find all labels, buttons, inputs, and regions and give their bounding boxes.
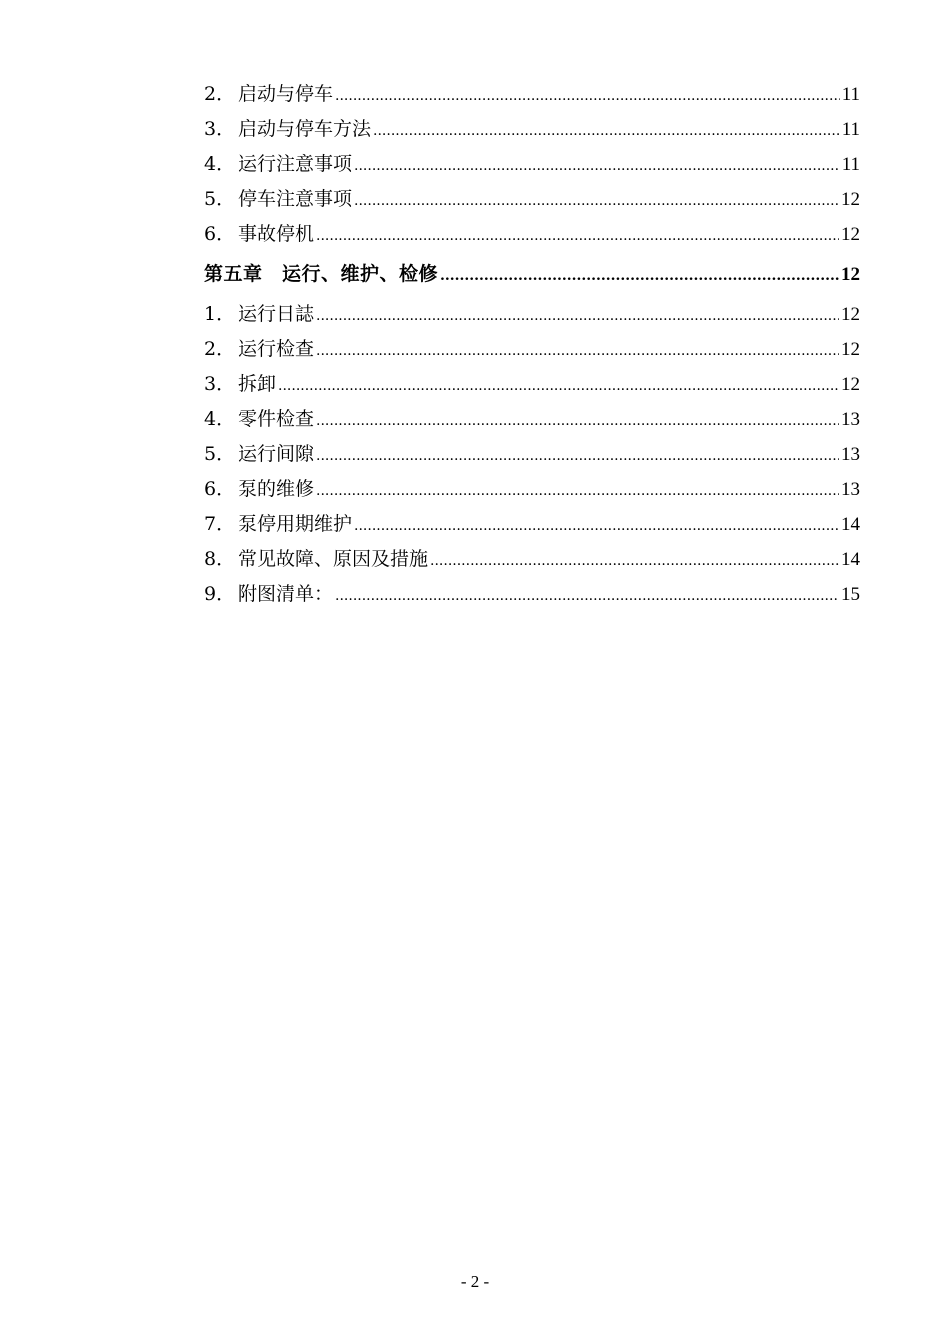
toc-chapter-title (204, 252, 438, 297)
toc-entry-number: 4． (204, 408, 236, 430)
toc-entry-page: 11 (841, 119, 860, 140)
toc-entry-number: 1． (204, 303, 236, 325)
toc-entry-text: 常见故障、原因及措施 (238, 548, 429, 570)
dot-leader (316, 439, 839, 474)
toc-entry-text: 运行间隙 (238, 443, 315, 465)
toc-entry-page: 13 (841, 409, 860, 430)
toc-entry-title (204, 437, 314, 472)
toc-entry-number: 6． (204, 478, 236, 500)
toc-entry[interactable] (204, 297, 860, 332)
toc-entry[interactable] (204, 402, 860, 437)
toc-entry[interactable] (204, 437, 860, 472)
toc-entry-text: 运行检查 (238, 338, 315, 360)
toc-entry-title (204, 332, 314, 367)
toc-entry-page: 12 (841, 339, 860, 360)
toc-entry-number: 8． (204, 548, 236, 570)
toc-entry-page: 12 (841, 264, 860, 285)
dot-leader (440, 254, 839, 299)
toc-entry-page: 12 (841, 374, 860, 395)
toc-entry-page: 12 (841, 224, 860, 245)
toc-entry-title (204, 147, 352, 182)
toc-entry-number: 6． (204, 223, 236, 245)
toc-entry[interactable] (204, 217, 860, 252)
toc-entry-text: 拆卸 (238, 373, 277, 395)
toc-entry[interactable] (204, 77, 860, 112)
toc-entry-number: 3． (204, 373, 236, 395)
dot-leader (335, 579, 839, 614)
toc-entry-page: 13 (841, 479, 860, 500)
toc-entry-number: 3． (204, 118, 236, 140)
toc-entry-text: 启动与停车方法 (238, 118, 372, 140)
toc-entry[interactable] (204, 112, 860, 147)
toc-entry-text: 泵停用期维护 (238, 513, 353, 535)
toc-entry-page: 12 (841, 189, 860, 210)
dot-leader (278, 369, 839, 404)
toc-entry[interactable] (204, 182, 860, 217)
toc-entry-number: 7． (204, 513, 236, 535)
toc-entry-title (204, 297, 314, 332)
toc-entry[interactable] (204, 332, 860, 367)
toc-entry-text: 启动与停车 (238, 83, 334, 105)
toc-entry-title (204, 472, 314, 507)
toc-entry-title (204, 182, 352, 217)
toc-entry[interactable] (204, 542, 860, 577)
toc-entry-number: 4． (204, 153, 236, 175)
toc-entry-page: 14 (841, 514, 860, 535)
toc-entry-page: 13 (841, 444, 860, 465)
dot-leader (316, 334, 839, 369)
toc-entry-text: 运行注意事项 (238, 153, 353, 175)
page-number: - 2 - (460, 1272, 490, 1291)
dot-leader (316, 474, 839, 509)
toc-entry-page: 11 (841, 154, 860, 175)
toc-entry[interactable] (204, 147, 860, 182)
dot-leader (354, 149, 840, 184)
toc-entry-number: 2． (204, 338, 236, 360)
toc-chapter-entry[interactable] (204, 252, 860, 297)
toc-entry-title (204, 542, 428, 577)
toc-entry-title (204, 507, 352, 542)
toc-entry-number: 2． (204, 83, 236, 105)
toc-entry-text: 停车注意事项 (238, 188, 353, 210)
toc-entry-title (204, 217, 314, 252)
toc-entry[interactable] (204, 472, 860, 507)
toc-entry-title (204, 367, 276, 402)
toc-entry-number: 5． (204, 443, 236, 465)
toc-entry-page: 14 (841, 549, 860, 570)
toc-entry-title (204, 402, 314, 437)
dot-leader (354, 509, 839, 544)
dot-leader (335, 79, 840, 114)
toc-entry-text: 运行日誌 (238, 303, 315, 325)
table-of-contents (204, 77, 860, 612)
dot-leader (316, 404, 839, 439)
toc-entry-title (204, 112, 371, 147)
toc-entry-page: 11 (841, 84, 860, 105)
toc-entry-page: 15 (841, 584, 860, 605)
dot-leader (354, 184, 839, 219)
toc-entry[interactable] (204, 577, 860, 612)
toc-entry[interactable] (204, 367, 860, 402)
toc-entry-title (204, 577, 333, 612)
toc-chapter-text: 第五章 运行、维护、检修 (204, 263, 439, 285)
toc-entry-page: 12 (841, 304, 860, 325)
dot-leader (316, 219, 839, 254)
toc-entry-text: 事故停机 (238, 223, 315, 245)
dot-leader (316, 299, 839, 334)
dot-leader (430, 544, 839, 579)
toc-entry[interactable] (204, 507, 860, 542)
toc-entry-text: 泵的维修 (238, 478, 315, 500)
toc-entry-number: 9． (204, 583, 236, 605)
toc-entry-title (204, 77, 333, 112)
toc-entry-text: 零件检查 (238, 408, 315, 430)
toc-entry-text: 附图清单： (238, 583, 334, 605)
toc-entry-number: 5． (204, 188, 236, 210)
dot-leader (373, 114, 840, 149)
